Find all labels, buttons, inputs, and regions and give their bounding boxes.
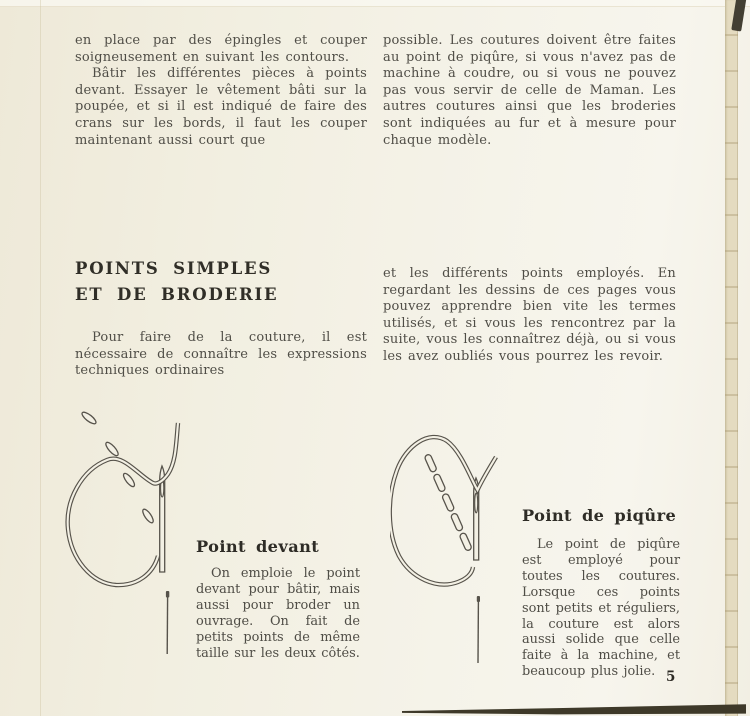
point-de-piqure-title: Point de piqûre (522, 506, 677, 525)
page-top-edge (0, 0, 750, 7)
binding-crease (40, 0, 41, 716)
backstitch-illustration (390, 420, 535, 668)
paragraph-continuation: en place par des épingles et couper soigneusement en suivant les contours. (75, 33, 367, 65)
page-number: 5 (666, 669, 676, 685)
section-intro-right (383, 266, 676, 366)
section-title-line1: POINTS SIMPLES (75, 259, 273, 278)
point-devant-section (196, 537, 360, 661)
paragraph-pour-faire: Pour faire de la couture, il est nécessaire de connaître les expressions techniques ordinaires (75, 330, 367, 379)
point-de-piqure-body: Le point de piqûre est employé pour toutes les coutures. Lorsque ces points sont petits et réguliers, la couture est alors aussi solide que celle faite à la machine, et beaucoup plus jolie. (522, 537, 680, 680)
needle-point-below-icon (477, 596, 480, 663)
point-devant-body: On emploie le point devant pour bâtir, mais aussi pour broder un ouvrage. On fait de petits points de même taille sur les deux côtés. (196, 566, 360, 661)
column-right-top (383, 33, 676, 149)
needle-point-below-icon (166, 591, 169, 654)
bottom-edge-shadow (402, 704, 746, 716)
point-devant-title: Point devant (196, 537, 320, 556)
section-title (75, 256, 278, 307)
paragraph-et-les-differents: et les différents points employés. En regardant les dessins de ces pages vous pouvez apprendre bien vite les termes utilisés, et si vous les rencontrez par la suite, vous les connaîtrez déjà, ou si vous les avez oubliés vous pourrez les revoir. (383, 266, 676, 364)
paragraph-possible: possible. Les coutures doivent être faites au point de piqûre, si vous n'avez pas de machine à coudre, ou si vous ne pouvez pas vous servir de celle de Maman. Les autres coutures ainsi que les broderies sont indiquées au fur et à mesure pour chaque modèle. (383, 33, 676, 148)
paragraph-batir: Bâtir les différentes pièces à points devant. Essayer le vêtement bâti sur la poupée, et si il est indiqué de faire des crans sur les bords, il faut les couper maintenant aussi court que (75, 66, 367, 148)
page-edge-strip (725, 0, 738, 716)
thread-icon (390, 437, 496, 584)
section-intro-left (75, 330, 367, 380)
point-de-piqure-section (522, 506, 680, 680)
running-stitch-illustration (55, 396, 205, 664)
column-left-top (75, 33, 367, 149)
section-title-line2: ET DE BRODERIE (75, 284, 279, 304)
